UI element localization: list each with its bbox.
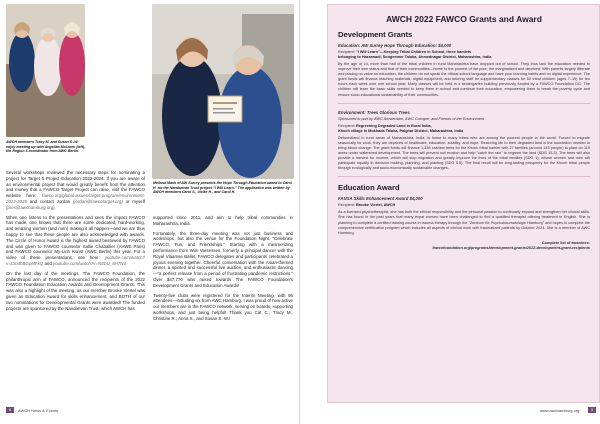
article-column-1 [6, 170, 145, 315]
complete-list-link[interactable]: fawcofoundation.org/programs/development-grants/2022-development-grant-recipients [432, 245, 590, 250]
article-column-2 [153, 215, 293, 326]
education-award-heading: Education Award [338, 183, 400, 193]
grant1-recipient-label: Recipient: [338, 50, 355, 54]
left-page-number: 8 [6, 407, 14, 413]
grants-award-content [338, 14, 590, 251]
photo-caption-awch-members: AWCH members Tracy M. and Susan S.-W. enjoy meeting up with Angelika McLaren (left), the Region 6 coordinator from AWC Berlin. [6, 140, 86, 154]
col1-paragraph-3: On the last day of the meetings, The FAWCO Foundation, the philanthropic arm of FAWCO, announced the recipients of the 2022 FAWCO Foundation Education Awards and Development Grants. This was also a highlight of the meeting, as our member Brooke Viertel was given an Education Award for skills enhancement, and BOTH of our two nominations for Developmental Grants were awarded! The funded projects are sponsored by the Nandanvan Trust, which AWCH has [6, 270, 145, 311]
grant2-body: Deforestland in rural areas of Maharashtra, India, is home to many tribes who are among the poorest people in the world. Forced to migrate seasonally for work, they are deprived of healthcare, education, stability, and hope. Restoring life to their degraded land is the foundation needed to bring about change. The grant funds will finance 1,336 cashew trees for the Khoch tribal hamlet with 27 families (around 145 people) to plant on 119 acres under watershed development. The trees will prevent soil erosion and help "catch the rain" to regreen the land (SDG 15.3). The trees will also provide a harvest for income, which will stop migration and greatly improve the lives of the tribal families (SDG 1), whose women and men will participate equally in decision making, planning, and planting (SDG 5.5). The final result will be long-lasting prosperity for the Khoch tribal people through ecologically and socio-economically sustainable changes. [338, 135, 590, 171]
col2-paragraph-1: supported since 2011, and aim to help tribal communities in Maharashtra, India. [153, 215, 293, 226]
award-body: As a licensed psychotherapist, she has both the ethical responsibility and the personal passion to continually expand and strengthen her clinical skills. She has found in the past years that many expat women have been challenged to find a qualified therapist offering treatment in English. She is planning to complete a certified training course in trauma therapy through the "Zentrum für Psychotraumatologie Hamburg" and hopes to complete the comprehensive certification program which includes all aspects of clinical work with traumatized patients by October 2024. She is a member of AWC Hamburg. [338, 210, 590, 235]
box-title: AWCH 2022 FAWCO Grants and Award [386, 14, 542, 24]
fawco-target-link[interactable]: fawco.org/global-issues/target-program/environment-2022-2025 [6, 193, 145, 204]
divider-rule-2 [338, 176, 590, 177]
president-email-link[interactable]: (pres@awchamburg.org). [6, 204, 56, 210]
award-category: FAUSA Skills Enhancement Award $4,000 [338, 196, 423, 202]
col2-paragraph-2: Fortunately, the three-day meeting was not just business and workshops, but also the venue for the Foundation Night, "Celebrate FAWCO, Fun, and Friendships." Starting with a mesmerizing performance from Wim Vantessen, formerly a principal dancer with the Royal Vlaamse Ballet, FAWCO delegates and participants celebrated a joyous evening together. Cheerful conversation with the Asian-themed dinner, a spirited and successful live auction, and enthusiastic dancing—"a perfect release from a period of frustrating pandemic restrictions." Over $47,770 was raised towards The FAWCO Foundation's Development Grants and Education Awards! [153, 230, 293, 288]
photo-awch-members [6, 4, 85, 137]
page-divider [299, 0, 300, 424]
youtube-link-2[interactable]: youtube.com/watch?v=NEbU_8H7N4. [53, 260, 128, 266]
col1-paragraph-1-or: or myself [125, 198, 145, 204]
award-recipient: Brooke Viertel, AWCH [355, 203, 396, 208]
grant2-location-line [338, 129, 590, 134]
grant1-body: By the age of 14, more than half of the tribal children in rural Maharashtra have dropped out of school. They thus lack the education needed to improve their own status and that of their communities—home to the poorest of the poor, the marginalized and deprived. With parents largely illiterate and placing no value on education, the children do not speak the official school language and have poor learning habits and no digital experience. The grant funds will finance teaching materials, digital equipment, and tutoring staff for supplementary classes for 60 tribal children (ages 7–15) for ten hours each week over one school year. Many classes will be held in a kindergarten building previously funded by a FAWCO Foundation DG. The children will learn the basic skills needed to keep them in school and continue their education, empowering them to break the poverty cycle and ensure socio-educational sustainability of their communities. [338, 62, 590, 97]
grant1-location-line [338, 55, 590, 60]
col1-paragraph-2-and: and [44, 260, 52, 266]
col2-paragraph-3: Twenty-five clubs were registered for the Interim Meeting, with 96 attendees—including six from AWC Hamburg. I was proud of how active our members are in the FAWCO network, serving on boards, supporting workshops, and just being helpful! Thank you Cat C., Tracy M., Christine R., Anna S., and Susan S.-W.! [153, 292, 293, 321]
grant2-recipient-label: Recipient: [338, 123, 355, 128]
development-grants-heading: Development Grants [338, 30, 413, 39]
col1-paragraph-1: Several workshops reviewed the necessary steps for nominating a project for Target 5 Project Education 2022-2024. If you are aware of an environmental project that would greatly benefit from the attention and money that a FAWCO Target Project can raise, visit the FAWCO website here: [6, 170, 145, 199]
col1-paragraph-1-mid: and contact Jordan [29, 198, 71, 204]
complete-list-label: Complete list of awardees: [541, 240, 590, 245]
grant2-category: Environment: Trees Glorious Trees [338, 109, 410, 115]
right-footer-url[interactable]: www.awchamburg.org [540, 408, 580, 413]
grant1-location: belonging to Hazarwadi, Songemner Taluka, Ahmednagar District, Maharashtra, India [338, 55, 492, 59]
photo-award-presentation [152, 4, 294, 179]
photo-caption-award-presentation: Melissa Mash of AW Surrey presents the Hope Through Education award to Carol H. for the Nandanvan Trust project "I Will Learn." The application was written by AWCH members Carol S., Ulrike H., and Carol H. [153, 181, 292, 195]
award-recipient-line [338, 203, 590, 208]
grant1-category: Education: AW Surrey Hope Through Education: $4,000 [338, 43, 452, 48]
left-footer-text: AWCH News & Events [18, 408, 59, 413]
right-page-number: 9 [588, 407, 596, 413]
grant1-recipient: "I Will Learn"—Keeping Tribal Children in School, three hamlets [355, 50, 472, 54]
divider-rule-1 [338, 103, 590, 104]
jordan-email-link[interactable]: (jordan@fawcotarget.org) [72, 198, 123, 204]
grants-award-box [327, 4, 600, 403]
grant2-sponsor: Sponsored in part by AWC Amsterdam, AWC Cologne, and Friends of the Environment [338, 116, 485, 121]
grant2-recipient: Regreening Degraded Land in Rural India, [355, 123, 432, 128]
grant2-location: Khoch village in Mokhada Taluka, Palghar District, Maharashtra, India [338, 128, 464, 133]
youtube-link-1[interactable]: youtube.com/watch?v=CmdhBGpMFkQ [6, 255, 145, 266]
col1-paragraph-2: When one listens to the presentations and sees the impact FAWCO has made, one knows that there are some dedicated, hard-working, and amazing women (and men) making it all happen—and we are thus happy to see that these people are also acknowledged with awards. The Circle of Honor Award is the highest award bestowed by FAWCO and was given to FAWCO counselor Sallie Chaballier (AAWE Paris) and FAWCO counselor My-Linh Kunst (AWC Berlin) this year. For a video of these presentations, see here: [6, 214, 145, 261]
award-recipient-label: Recipient: [338, 203, 355, 208]
